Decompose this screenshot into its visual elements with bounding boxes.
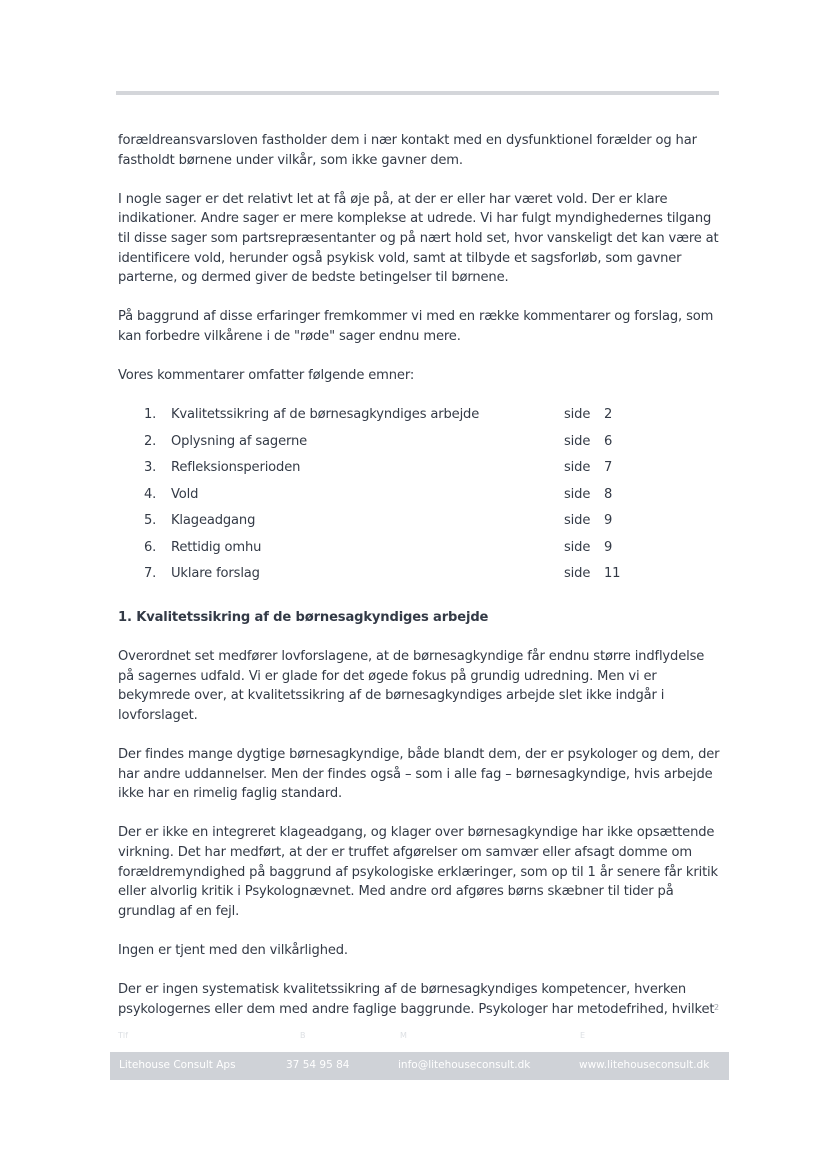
paragraph: Der er ingen systematisk kvalitetssikring af de børnesagkyndiges kompetencer, hverken psykologernes eller dem med andre faglige baggrunde. Psykologer har metodefrihed, hvilket xyxy=(118,982,715,1017)
page-number: 2 xyxy=(714,1003,720,1012)
topic-number: 1. xyxy=(144,407,157,423)
topic-list-item xyxy=(118,458,724,485)
topic-page: 7 xyxy=(604,460,613,476)
topic-list-item xyxy=(118,564,724,591)
topic-side-label: side xyxy=(564,433,591,449)
topic-page: 9 xyxy=(604,539,613,555)
topic-title: Klageadgang xyxy=(171,513,256,529)
paragraph: Der findes mange dygtige børnesagkyndige, både blandt dem, der er psykologer og dem, der har andre uddannelser. Men der findes også – som i alle fag – børnesagkyndige, hvis arbejde ikke har en rimelig faglig standard. xyxy=(118,746,720,802)
topic-side-label: side xyxy=(564,566,591,582)
paragraph: forældreansvarsloven fastholder dem i nær kontakt med en dysfunktionel forælder og har fastholdt børnene under vilkår, som ikke gavner dem. xyxy=(118,133,697,168)
footer-company: Litehouse Consult Aps xyxy=(119,1059,236,1071)
paragraph: Ingen er tjent med den vilkårlighed. xyxy=(118,942,348,958)
topic-number: 3. xyxy=(144,460,157,476)
header-rule xyxy=(116,91,719,95)
document-body xyxy=(118,131,724,1039)
footer-ghost-label: B xyxy=(300,1031,306,1040)
topic-title: Uklare forslag xyxy=(171,566,260,582)
topic-number: 4. xyxy=(144,486,157,502)
topic-title: Oplysning af sagerne xyxy=(171,433,308,449)
topic-side-label: side xyxy=(564,513,591,529)
topic-title: Rettidig omhu xyxy=(171,539,262,555)
topic-number: 6. xyxy=(144,539,157,555)
topic-page: 8 xyxy=(604,486,613,502)
footer-ghost-label: Tlf xyxy=(118,1031,128,1040)
topic-number: 5. xyxy=(144,513,157,529)
footer-label-row xyxy=(118,1031,718,1043)
topic-list-item xyxy=(118,485,724,512)
topic-list xyxy=(118,405,724,591)
footer-phone: 37 54 95 84 xyxy=(286,1059,350,1071)
topic-list-item xyxy=(118,432,724,459)
topic-title: Kvalitetssikring af de børnesagkyndiges arbejde xyxy=(171,407,480,423)
paragraph: I nogle sager er det relativt let at få øje på, at der er eller har været vold. Der er klare indikationer. Andre sager er mere komplekse at udrede. Vi har fulgt myndighedernes tilgang til disse sager som partsrepræsentanter og på nært hold set, hvor vanskeligt det kan være at identificere vold, herunder også psykisk vold, samt at tilbyde et sagsforløb, som gavner parterne, og dermed giver de bedste betingelser til børnene. xyxy=(118,191,719,286)
topic-side-label: side xyxy=(564,539,591,555)
topic-page: 9 xyxy=(604,513,613,529)
topic-list-item xyxy=(118,405,724,432)
topic-title: Vold xyxy=(171,486,199,502)
footer-email: info@litehouseconsult.dk xyxy=(398,1059,531,1071)
topic-list-item xyxy=(118,511,724,538)
topic-number: 7. xyxy=(144,566,157,582)
paragraph: Vores kommentarer omfatter følgende emner: xyxy=(118,368,415,384)
paragraph: Der er ikke en integreret klageadgang, og klager over børnesagkyndige har ikke opsættende virkning. Det har medført, at der er truffet afgørelser om samvær eller afsagt domme om forældremyndighed på baggrund af psykologiske erklæringer, som op til 1 år senere får kritik eller alvorlig kritik i Psykolognævnet. Med andre ord afgøres børns skæbner til tider på grundlag af en fejl. xyxy=(118,825,718,919)
topic-side-label: side xyxy=(564,460,591,476)
paragraph: På baggrund af disse erfaringer fremkommer vi med en række kommentarer og forslag, som kan forbedre vilkårene i de "røde" sager endnu mere. xyxy=(118,309,714,344)
paragraph: Overordnet set medfører lovforslagene, at de børnesagkyndige får endnu større indflydelse på sagernes udfald. Vi er glade for det øgede fokus på grundig udredning. Men vi er bekymrede over, at kvalitetssikring af de børnesagkyndiges arbejde slet ikke indgår i lovforslaget. xyxy=(118,649,705,723)
topic-page: 11 xyxy=(604,566,621,582)
topic-number: 2. xyxy=(144,433,157,449)
footer-ghost-label: M xyxy=(400,1031,407,1040)
topic-page: 2 xyxy=(604,407,613,423)
topic-side-label: side xyxy=(564,486,591,502)
topic-side-label: side xyxy=(564,407,591,423)
section-heading: 1. Kvalitetssikring af de børnesagkyndiges arbejde xyxy=(118,609,489,625)
topic-list-item xyxy=(118,538,724,565)
topic-page: 6 xyxy=(604,433,613,449)
footer-ghost-label: E xyxy=(580,1031,586,1040)
topic-title: Refleksionsperioden xyxy=(171,460,301,476)
footer-website: www.litehouseconsult.dk xyxy=(579,1059,710,1071)
footer-bar xyxy=(110,1052,729,1080)
